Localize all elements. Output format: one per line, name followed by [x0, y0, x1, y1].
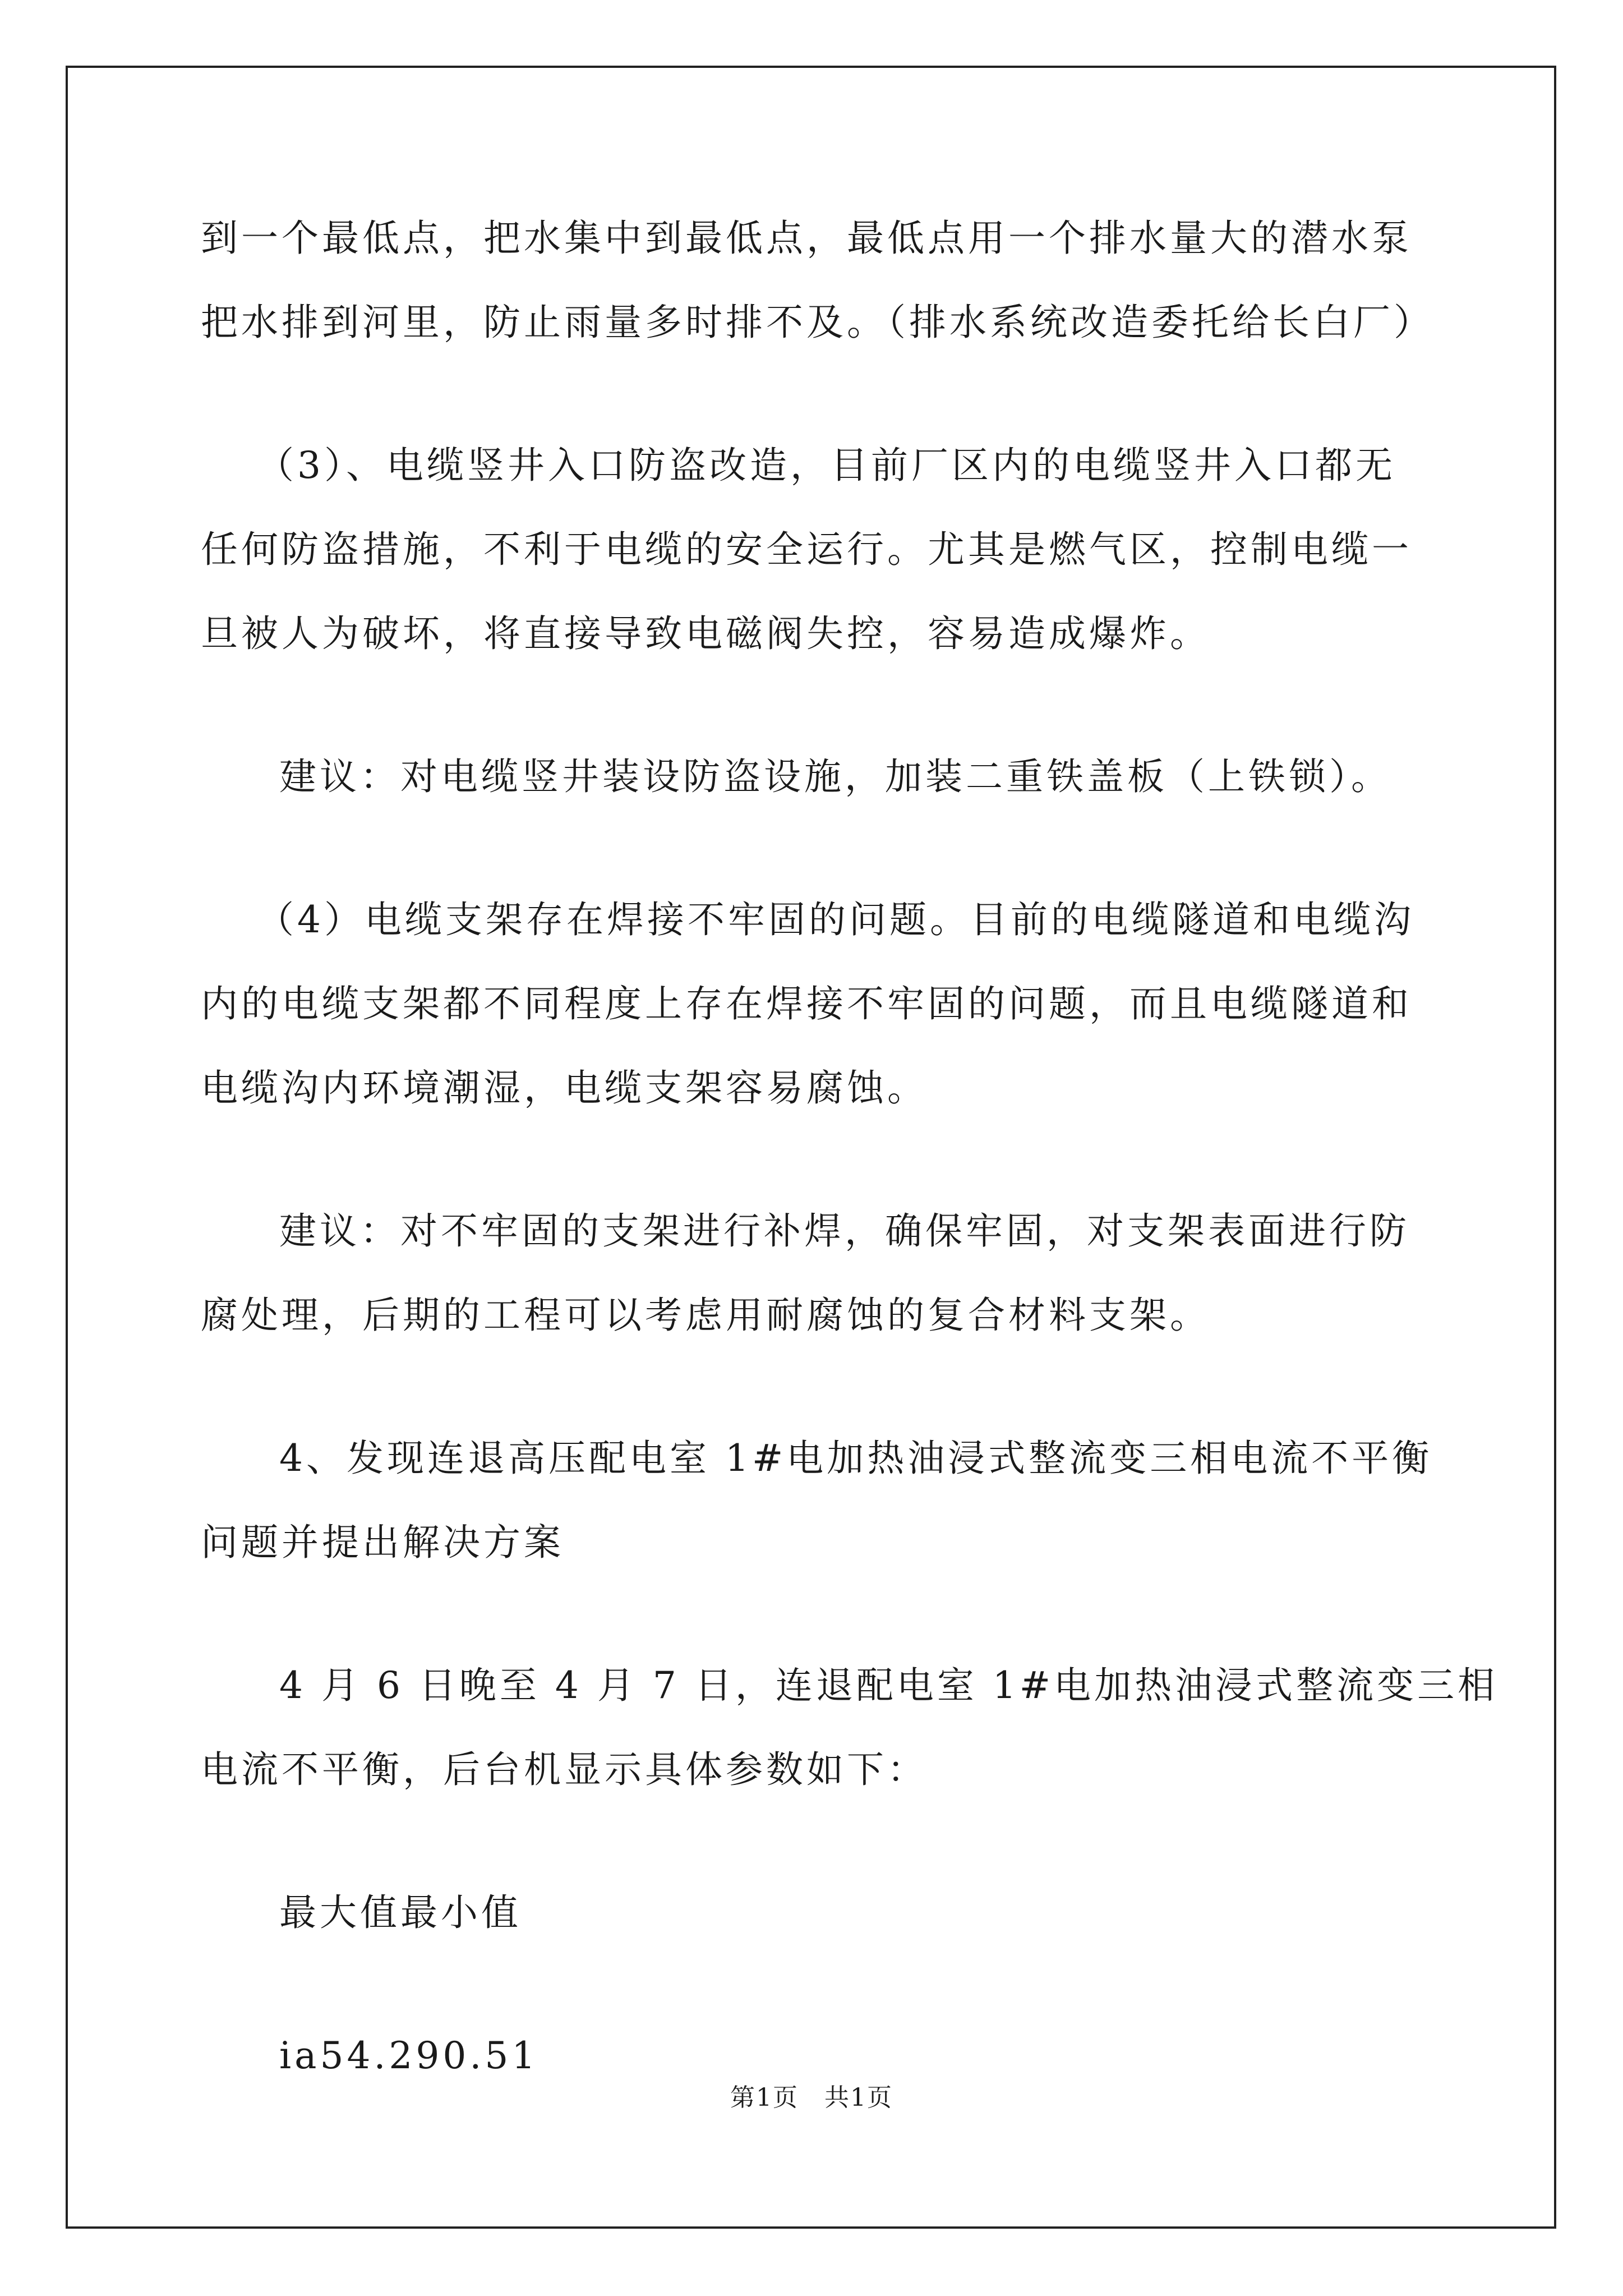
text-line: 内的电缆支架都不同程度上存在焊接不牢固的问题，而且电缆隧道和: [201, 982, 1412, 1025]
text-line: 电缆沟内环境潮湿，电缆支架容易腐蚀。: [201, 1066, 928, 1110]
text-line: 问题并提出解决方案: [201, 1521, 564, 1564]
text-line: （3）、电缆竖井入口防盗改造，目前厂区内的电缆竖井入口都无: [257, 444, 1396, 487]
page-footer: 第1页 共1页: [730, 2083, 893, 2112]
text-line: 建议：对不牢固的支架进行补焊，确保牢固，对支架表面进行防: [279, 1209, 1410, 1253]
text-line: 最大值最小值: [279, 1891, 522, 1934]
text-line: 4、发现连退高压配电室 1#电加热油浸式整流变三相电流不平衡: [279, 1437, 1433, 1480]
text-line: 把水排到河里，防止雨量多时排不及。（排水系统改造委托给长白厂）: [201, 301, 1434, 344]
text-line: 腐处理，后期的工程可以考虑用耐腐蚀的复合材料支架。: [201, 1294, 1210, 1337]
text-line: 到一个最低点，把水集中到最低点，最低点用一个排水量大的潜水泵: [201, 217, 1412, 260]
text-line: 4 月 6 日晚至 4 月 7 日，连退配电室 1#电加热油浸式整流变三相: [279, 1664, 1498, 1707]
text-line: 旦被人为破坏，将直接导致电磁阀失控，容易造成爆炸。: [201, 612, 1210, 655]
text-line: （4）电缆支架存在焊接不牢固的问题。目前的电缆隧道和电缆沟: [257, 898, 1414, 941]
text-line: 建议：对电缆竖井装设防盗设施，加装二重铁盖板（上铁锁）。: [279, 755, 1391, 798]
text-line: ia54.290.51: [279, 2034, 539, 2077]
text-line: 电流不平衡，后台机显示具体参数如下：: [201, 1748, 928, 1791]
text-line: 任何防盗措施，不利于电缆的安全运行。尤其是燃气区，控制电缆一: [201, 528, 1412, 571]
